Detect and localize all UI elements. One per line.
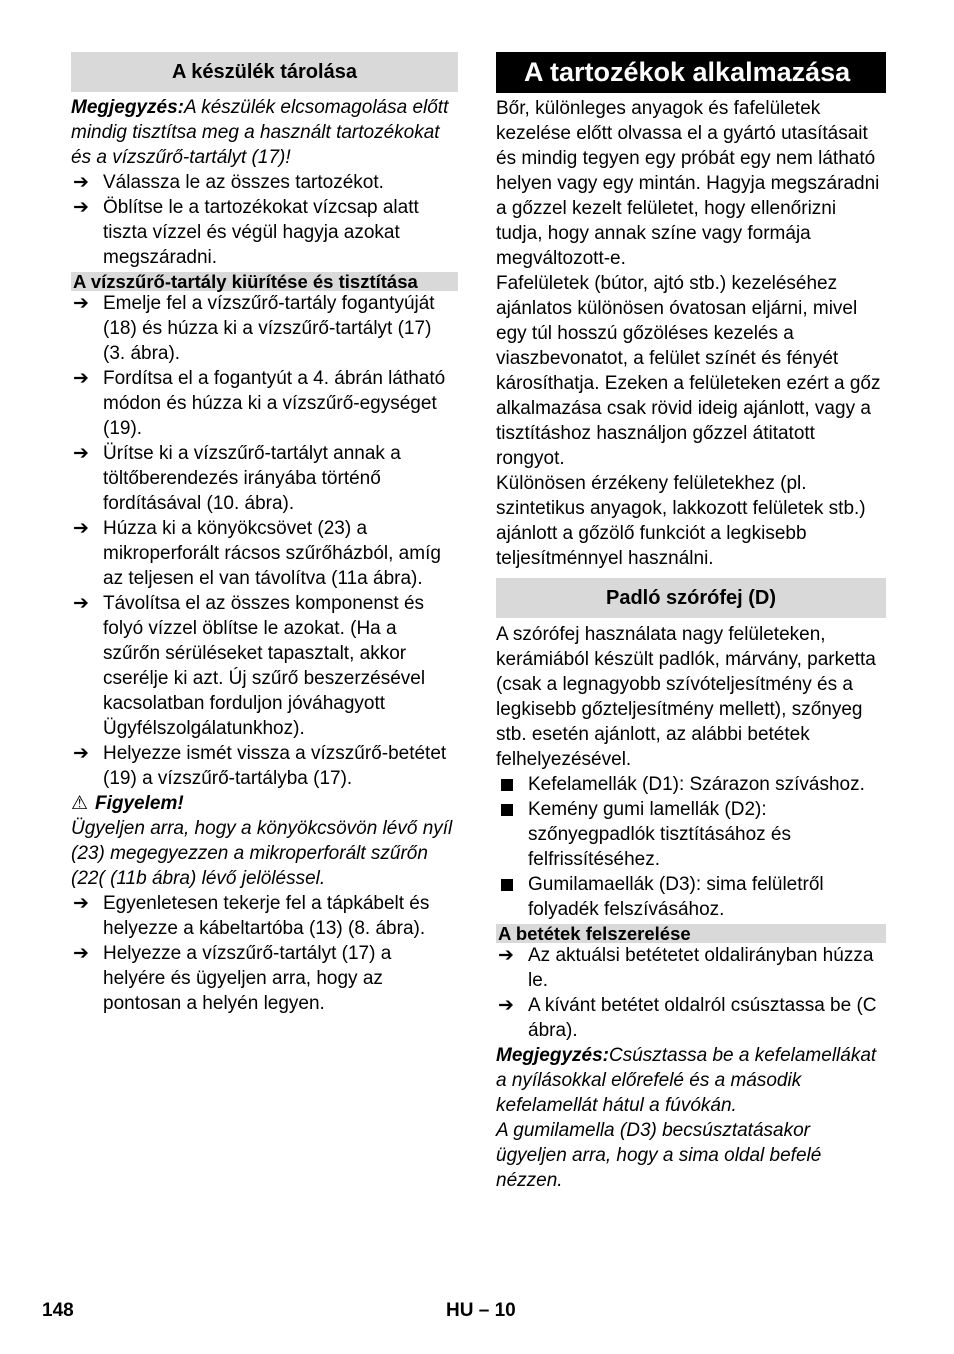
- list-item: ➔ A kívánt betétet oldalról csúsztassa be (C ábra).: [498, 995, 877, 1041]
- arrow-icon: ➔: [73, 293, 89, 314]
- arrow-icon: ➔: [73, 893, 89, 914]
- list-item: Kemény gumi lamellák (D2): szőnyegpadlók tisztításához és felfrissítéséhez.: [528, 799, 791, 870]
- left-column: [71, 52, 458, 1016]
- arrow-icon: ➔: [73, 368, 89, 389]
- list-item: ➔ Húzza ki a könyökcsövet (23) a mikroperforált rácsos szűrőházból, amíg az teljesen el van távolítva (11a ábra).: [73, 518, 441, 589]
- list-item: Kefelamellák (D1): Szárazon szíváshoz.: [528, 774, 865, 795]
- heading-storage: A készülék tárolása: [71, 52, 458, 92]
- arrow-icon: ➔: [498, 945, 514, 966]
- list-item: ➔ Válassza le az összes tartozékot.: [73, 172, 384, 193]
- list-item: ➔ Az aktuálsi betétetet oldalirányban húzza le.: [498, 945, 874, 991]
- arrow-icon: ➔: [73, 443, 89, 464]
- page-number: 148: [42, 1300, 74, 1321]
- heading-empty-filter: A vízszűrő-tartály kiürítése és tisztítása: [71, 272, 458, 291]
- paragraph: Különösen érzékeny felületekhez (pl. szintetikus anyagok, lakkozott felületek stb.) ajánlott a gőzölő funkciót a legkisebb teljesítménnyel használni.: [496, 473, 866, 569]
- heading-accessories: A tartozékok alkalmazása: [496, 52, 886, 93]
- note-storage: Megjegyzés:A készülék elcsomagolása előtt mindig tisztítsa meg a használt tartozékokat és a vízszűrő-tartályt (17)!: [71, 97, 449, 168]
- arrow-icon: ➔: [73, 518, 89, 539]
- paragraph: A szórófej használata nagy felületeken, kerámiából készült padlók, márvány, parketta (csak a legnagyobb szívóteljesítmény és a legkisebb gőzteljesítmény mellett), szőnyeg stb. esetén ajánlott, az alábbi betétek felhelyezésével.: [496, 624, 876, 770]
- warning-text: Ügyeljen arra, hogy a könyökcsövön lévő nyíl (23) megegyezzen a mikroperforált szűrőn (22( (11b ábra) lévő jelöléssel.: [71, 818, 453, 889]
- list-item: ➔ Egyenletesen tekerje fel a tápkábelt és helyezze a kábeltartóba (13) (8. ábra).: [73, 893, 430, 939]
- arrow-icon: ➔: [73, 943, 89, 964]
- heading-floor-nozzle: Padló szórófej (D): [496, 578, 886, 618]
- list-item: ➔ Emelje fel a vízszűrő-tartály fogantyúját (18) és húzza ki a vízszűrő-tartályt (17) (3. ábra).: [73, 293, 435, 364]
- list-item: ➔ Helyezze ismét vissza a vízszűrő-betétet (19) a vízszűrő-tartályba (17).: [73, 743, 447, 789]
- heading-insert-fitting: A betétek felszerelése: [496, 924, 886, 943]
- note-inserts: Megjegyzés:Csúsztassa be a kefelamellákat a nyílásokkal előrefelé és a második kefelamellát hátul a fúvókán.: [496, 1045, 877, 1116]
- list-item: ➔ Fordítsa el a fogantyút a 4. ábrán látható módon és húzza ki a vízszűrő-egységet (19).: [73, 368, 446, 439]
- list-item: ➔ Öblítse le a tartozékokat vízcsap alatt tiszta vízzel és végül hagyja azokat megszáradni.: [73, 197, 419, 268]
- paragraph: Bőr, különleges anyagok és fafelületek kezelése előtt olvassa el a gyártó utasításait és mindig tegyen egy próbát egy nem látható helyen vagy egy mintán. Hagyja megszáradni a gőzzel kezelt felületet, hogy ellenőrizni tudja, hogy annak színe vagy formája megváltozott-e.: [496, 98, 880, 269]
- list-item: ➔ Helyezze a vízszűrő-tartályt (17) a helyére és ügyeljen arra, hogy az pontosan a helyén legyen.: [73, 943, 392, 1014]
- arrow-icon: ➔: [73, 172, 89, 193]
- warning-title: ⚠ Figyelem!: [71, 793, 184, 814]
- paragraph: Fafelületek (bútor, ajtó stb.) kezeléséhez ajánlatos különösen óvatosan eljárni, mivel egy túl hosszú gőzöléses kezelés a viaszbevonatot, a felület színét és fényét károsíthatja. Ezeken a felületeken ezért a gőz alkalmazása csak rövid ideig ajánlott, vagy a tisztításhoz használjon gőzzel átitatott rongyot.: [496, 273, 881, 469]
- section-label: HU – 10: [446, 1300, 516, 1321]
- list-item: ➔ Ürítse ki a vízszűrő-tartályt annak a töltőberendezés irányába történő fordításával (10. ábra).: [73, 443, 401, 514]
- list-item: Gumilamaellák (D3): sima felületről folyadék felszívásához.: [528, 874, 824, 920]
- warning-triangle-icon: ⚠: [71, 793, 89, 814]
- right-column: [496, 52, 886, 1193]
- note-rubber-blade: A gumilamella (D3) becsúsztatásakor ügyeljen arra, hogy a sima oldal befelé nézzen.: [496, 1120, 822, 1191]
- arrow-icon: ➔: [73, 593, 89, 614]
- arrow-icon: ➔: [498, 995, 514, 1016]
- arrow-icon: ➔: [73, 743, 89, 764]
- list-item: ➔ Távolítsa el az összes komponenst és folyó vízzel öblítse le azokat. (Ha a szűrőn sérüléseket tapasztalt, akkor cserélje ki azt. Új szűrő beszerzésével kacsolatban forduljon jóváhagyott Ügyfélszolgálatunkhoz).: [73, 593, 426, 739]
- arrow-icon: ➔: [73, 197, 89, 218]
